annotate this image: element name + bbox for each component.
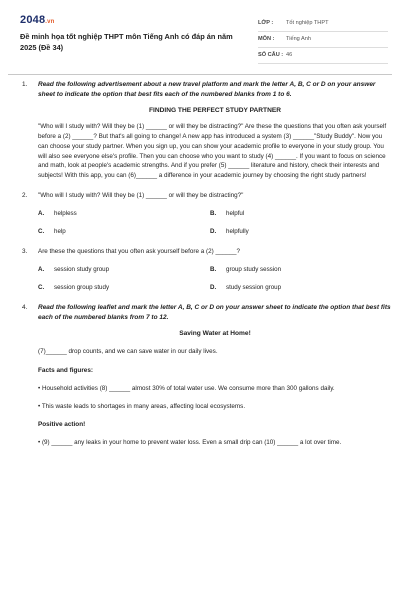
option-letter: C.	[38, 284, 45, 292]
meta-row-subject	[258, 32, 388, 48]
question-instruction: Read the following advertisement about a new travel platform and mark the letter A, B, C or D on your answer sheet to indicate the option that best fits each of the numbered blanks from 1 to 6.	[38, 81, 376, 99]
meta-key: SỐ CÂU :	[258, 52, 284, 59]
option-text: session study group	[54, 265, 110, 273]
question-1	[8, 80, 392, 181]
question-number: 1.	[22, 81, 28, 88]
exam-content	[8, 80, 392, 456]
option-letter: C.	[38, 228, 45, 236]
meta-value: Tốt nghiệp THPT	[286, 20, 329, 27]
option-text: helpless	[54, 209, 77, 217]
logo-suffix: .vn	[45, 19, 55, 25]
question-2	[8, 191, 392, 237]
option-letter: B.	[210, 209, 217, 217]
option-text: help	[54, 228, 66, 236]
question-instruction: Read the following leaflet and mark the letter A, B, C or D on your answer sheet to indicate the option that best fits each of the numbered blanks from 7 to 12.	[38, 303, 391, 321]
option-text: study session group	[226, 284, 282, 292]
option-b[interactable]	[210, 209, 382, 219]
option-d[interactable]	[210, 227, 382, 237]
header-divider	[8, 74, 392, 75]
option-b[interactable]	[210, 265, 382, 275]
meta-key: MÔN :	[258, 36, 275, 43]
question-number: 3.	[22, 247, 28, 255]
option-text: helpfully	[226, 228, 249, 236]
leaflet-title: Saving Water at Home!	[179, 329, 251, 337]
meta-key: LỚP :	[258, 20, 274, 27]
option-c[interactable]	[38, 227, 210, 237]
option-a[interactable]	[38, 209, 210, 219]
option-letter: A.	[38, 209, 45, 217]
question-stem: Are these the questions that you often ask yourself before a (2) ______?	[38, 247, 240, 255]
site-logo[interactable]	[20, 12, 55, 29]
answer-options	[38, 265, 392, 293]
meta-table	[258, 16, 388, 64]
option-letter: D.	[210, 228, 217, 236]
option-a[interactable]	[38, 265, 210, 275]
question-stem: "Who will I study with? Will they be (1) ______ or will they be distracting?"	[38, 191, 244, 199]
document-header	[8, 8, 392, 68]
passage-title: FINDING THE PERFECT STUDY PARTNER	[148, 107, 281, 115]
meta-row-count	[258, 48, 388, 64]
question-4	[8, 303, 392, 448]
leaflet-line: (7)______ drop counts, and we can save water in our daily lives.	[38, 348, 218, 356]
action-item: • (9) ______ any leaks in your home to prevent water loss. Even a small drip can (10) ______ a lot over time.	[38, 439, 342, 447]
fact-item: • Household activities (8) ______ almost 30% of total water use. We consume more than 300 gallons daily.	[38, 384, 335, 392]
option-letter: B.	[210, 265, 217, 273]
action-heading: Positive action!	[38, 421, 86, 429]
option-d[interactable]	[210, 283, 382, 293]
fact-item: • This waste leads to shortages in many areas, affecting local ecosystems.	[38, 402, 246, 410]
meta-row-class	[258, 16, 388, 32]
facts-heading: Facts and figures:	[38, 366, 94, 374]
option-text: helpful	[226, 209, 245, 217]
question-number: 4.	[22, 303, 28, 311]
option-letter: A.	[38, 265, 45, 273]
logo-main: 2048	[20, 14, 46, 26]
document-title: Đề minh họa tốt nghiệp THPT môn Tiếng Anh có đáp án năm 2025 (Đề 34)	[20, 32, 233, 52]
option-letter: D.	[210, 284, 217, 292]
meta-value: 46	[286, 52, 293, 59]
question-3	[8, 247, 392, 293]
option-text: group study session	[226, 265, 282, 273]
option-c[interactable]	[38, 283, 210, 293]
meta-value: Tiếng Anh	[286, 36, 311, 43]
option-text: session group study	[54, 284, 110, 292]
question-number: 2.	[22, 191, 28, 199]
answer-options	[38, 209, 392, 237]
passage-text: "Who will I study with? Will they be (1) ______ or will they be distracting?" Are these the questions that you often ask yourself before a (2) ______? But that's all going to change! A new app has introduced a system (3) ______"Study Buddy". Now you can choose your study partner. When you sign up, you can show your academic profile to everyone in your study group. You will also see everyone else's profile. Then you can choose who you want to study (4) ______. If you want to focus on science and math, look at people's academic strengths. And if you prefer (5) ______ literature and history, check their interests and subjects! With this app, you can (6)______ a difference in your academic journey by choosing the right study partners!	[38, 123, 387, 180]
